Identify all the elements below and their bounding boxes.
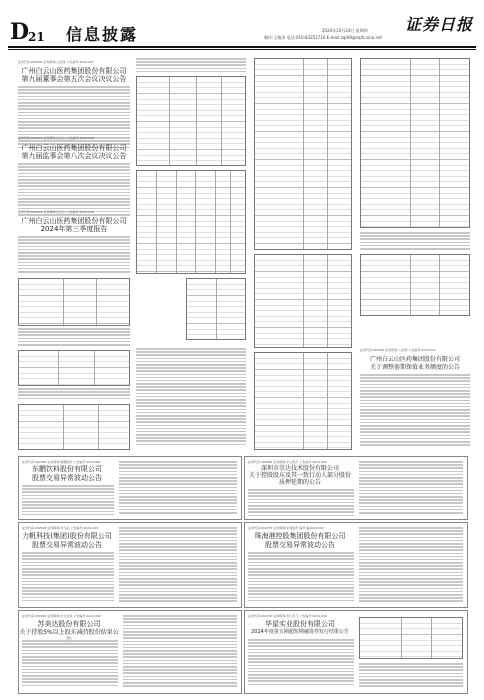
page-header: [0, 0, 484, 46]
announcement-title: 股票交易异常波动公告: [32, 474, 102, 482]
announcement-block-1: [18, 60, 130, 450]
page-number: 21: [28, 30, 45, 44]
body-text: [18, 86, 130, 150]
announcement-meta: 证券代码:002230 证券简称:科大讯飞 公告编号:2024-048: [248, 614, 327, 618]
body-text: [359, 461, 463, 515]
announcement-title: 第九届监事会第八次会议决议公告: [21, 152, 127, 160]
body-text: [18, 236, 130, 274]
financial-table: [136, 170, 246, 274]
announcement-company: 珠海港控股集团股份有限公司: [254, 532, 346, 540]
body-text: [248, 639, 354, 687]
announcement-title: 股票交易异常波动公告: [265, 541, 335, 549]
announcement-block-5: [18, 456, 242, 520]
financial-table: [18, 350, 130, 386]
announcement-title: 2024年度第五期超短期融资券发行结果公告: [251, 629, 349, 635]
announcement-meta: 证券代码:002565 证券简称:顺灏股份 公告编号:2024-081: [22, 460, 101, 464]
body-text: [248, 552, 354, 603]
announcement-title: 2024年第三季度报告: [40, 225, 108, 233]
announcement-meta: 证券代码:600787 证券简称:中储股份 编号:临2024-063: [248, 526, 324, 530]
financial-table: [18, 404, 130, 450]
body-text: [123, 615, 237, 688]
announcement-block-8: [18, 610, 242, 694]
body-text: [136, 58, 246, 74]
announcement-company: 广州白云山医药集团股份有限公司: [369, 356, 460, 363]
section-title: 信息披露: [66, 25, 139, 44]
body-text: [18, 328, 130, 347]
body-text: [359, 527, 463, 604]
financial-table: [360, 254, 470, 316]
body-text: [22, 640, 118, 688]
financial-table: [18, 278, 130, 326]
announcement-meta: 证券代码:600332 证券简称:白云山 公告编号:2024-048: [18, 136, 94, 140]
body-text: [360, 374, 470, 447]
announcement-title: 质押延期的公告: [278, 479, 321, 486]
announcement-company: 力帆科技(集团)股份有限公司: [22, 532, 112, 540]
announcement-title: 股票交易异常波动公告: [32, 541, 102, 549]
body-text: [359, 663, 463, 689]
body-text: [248, 489, 354, 518]
header-rule: [8, 46, 476, 48]
body-text: [136, 348, 246, 447]
announcement-meta: 证券代码:002528 证券简称:英飞拓 公告编号:2024-043: [22, 526, 98, 530]
header-rule-thin: [8, 49, 476, 50]
body-text: [22, 552, 114, 603]
income-statement-table: [254, 254, 352, 348]
financial-table: [136, 76, 246, 166]
newspaper-masthead-logo: 证券日报: [405, 15, 474, 34]
announcement-title: 关于控股股东及其一致行动人部分股份: [248, 472, 351, 479]
cash-flow-table: [254, 352, 352, 450]
financial-table: [359, 617, 463, 659]
announcement-company: 华星实业股份有限公司: [265, 620, 335, 628]
announcement-block-6: [244, 456, 468, 520]
announcement-company: 广州白云山医药集团股份有限公司: [21, 67, 127, 75]
announcement-title: 关于持股5%以上股东减持股份结果公: [19, 629, 119, 636]
editor-contact: 制作:王敬涛 电话:010-83251716 E-mail:zqrb9@zqrb.sina.net: [264, 35, 383, 40]
body-text: [119, 527, 237, 604]
announcement-company: 东鹏饮料股份有限公司: [32, 465, 102, 473]
announcement-company: 广州白云山医药集团股份有限公司: [21, 217, 127, 225]
announcement-block-9: [244, 610, 468, 694]
announcement-block-10: [244, 522, 468, 608]
body-text: [119, 461, 237, 515]
financial-table: [186, 278, 246, 340]
announcement-meta: 证券代码:300364 证券简称:中文在线 公告编号:2024-090: [22, 614, 101, 618]
body-text: [18, 388, 130, 401]
announcement-meta: 证券代码:603000 证券简称:人民网 公告编号:2024-047: [18, 60, 94, 64]
announcement-company: 广州白云山医药集团股份有限公司: [21, 144, 127, 152]
body-text: [22, 485, 114, 517]
announcement-company: 深圳市崇达技术股份有限公司: [260, 465, 339, 472]
financial-table: [360, 58, 470, 228]
announcement-company: 苏美达股份有限公司: [37, 620, 101, 628]
announcement-title: 关于调整套期保值业务额度的公告: [369, 364, 460, 371]
announcement-block-7: [18, 522, 242, 608]
financial-tables-column: [136, 58, 246, 450]
page-code: D: [10, 19, 30, 45]
announcement-meta: 证券代码:300562 证券简称:乐心医疗 公告编号:2024-065: [248, 460, 327, 464]
issue-date: 2024年10月24日 星期四: [322, 28, 368, 33]
body-text: [360, 232, 470, 251]
announcement-meta: 证券代码:600332 证券简称:白云山 公告编号:2024-049: [18, 210, 94, 214]
balance-sheet-table: [254, 58, 352, 250]
announcement-meta: 证券代码:603000 证券简称:人民网 公告编号:2024-047: [360, 348, 436, 352]
financial-tables-column: [360, 58, 470, 450]
financial-tables-column: [254, 58, 352, 450]
announcement-title: 第九届董事会第五次会议决议公告: [21, 75, 127, 83]
